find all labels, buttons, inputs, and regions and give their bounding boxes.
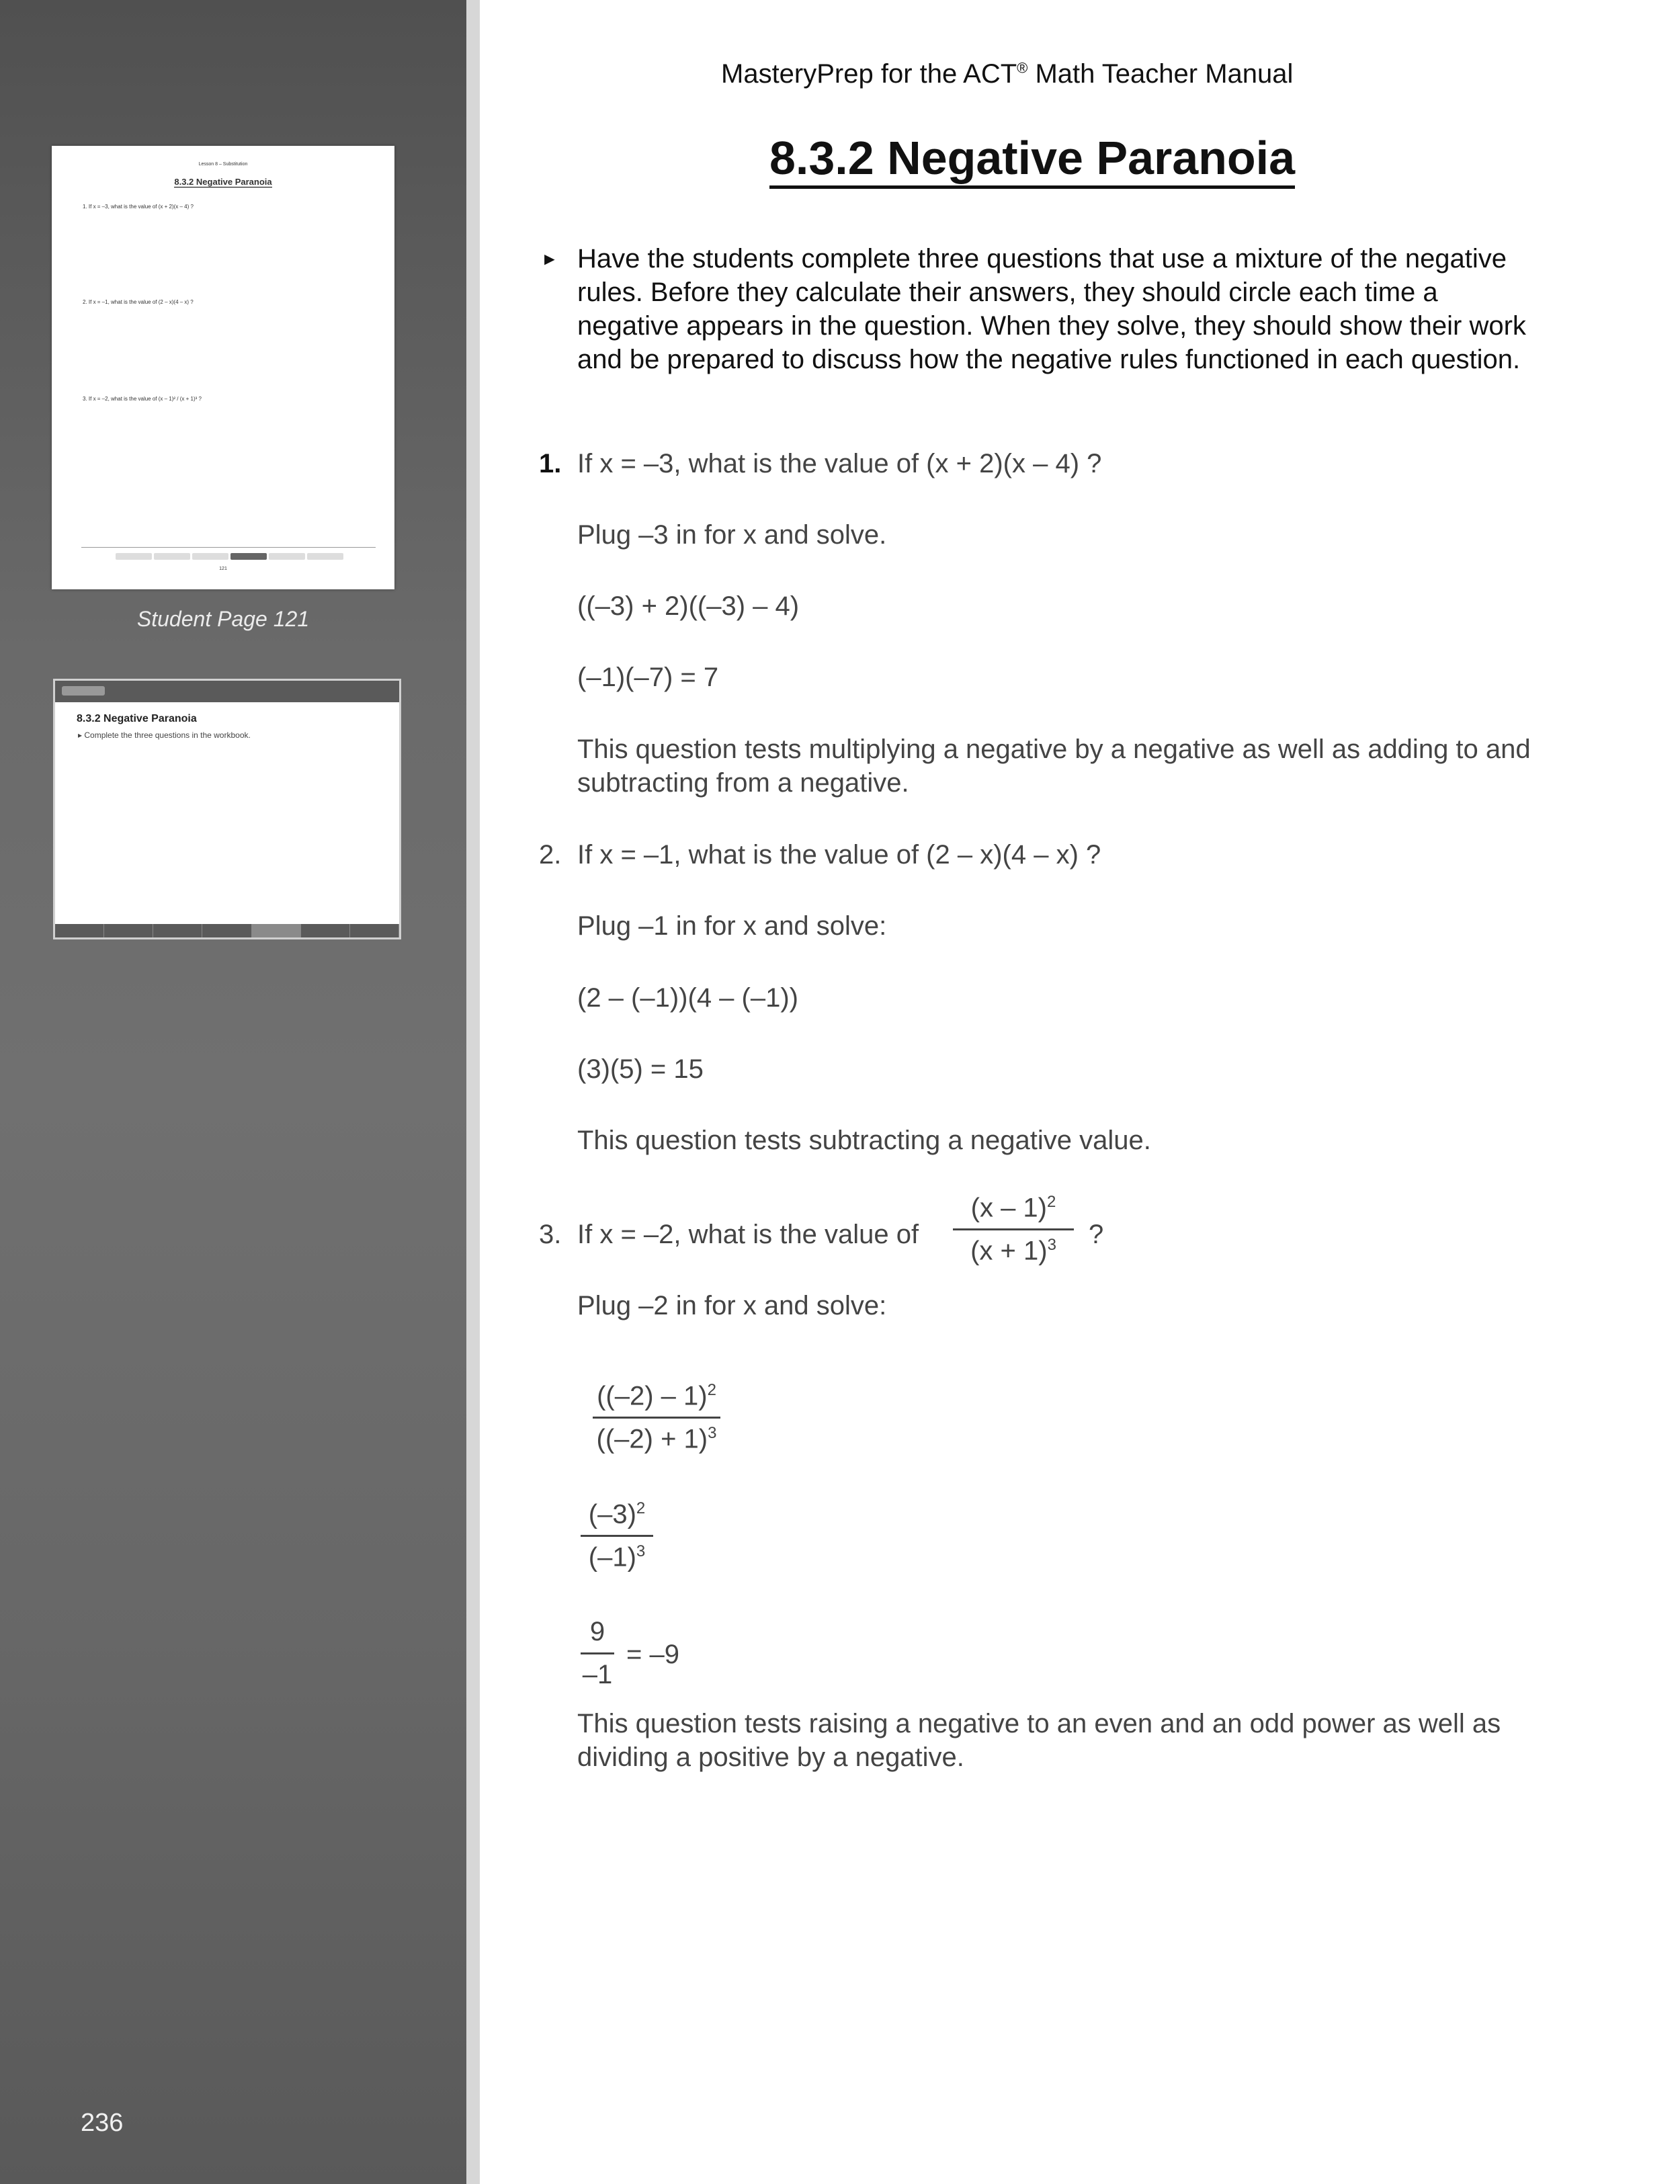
thumb-divider [81,547,376,548]
sidebar [0,0,466,2184]
question-3-step-1: ((–2) – 1)$^2$ $((-2) + 1)^3$ [593,1381,720,1455]
question-3-step-2: $(-3)^2$ $(-1)^3$ [581,1499,653,1573]
question-3-explanation: This question tests raising a negative to an even and an odd power as well as dividing a positive by a negative. [577,1709,1501,1772]
question-3-fraction-numerator: (x – 1)$^2$ [970,1193,1056,1223]
question-2-step-1: (2 – (–1))(4 – (–1)) [577,983,798,1013]
question-2-prompt: If x = –1, what is the value of (2 – x)(4 – x) ? [577,840,1101,870]
student-page-thumbnail [52,146,394,589]
question-2-explanation: This question tests subtracting a negative value. [577,1126,1151,1155]
thumb-question-1: 1. If x = –3, what is the value of (x + 2)(x – 4) ? [83,204,194,210]
question-2-instruction: Plug –1 in for x and solve: [577,911,887,941]
thumb-tabs [116,553,343,560]
question-3-number: 3. [539,1220,562,1249]
sidebar-edge [466,0,480,2184]
thumb-title: 8.3.2 Negative Paranoia [174,177,272,187]
slide-bullet: ▸ Complete the three questions in the workbook. [78,730,251,740]
question-3-step-3: 9 –1 [581,1617,614,1690]
question-1-prompt: If x = –3, what is the value of (x + 2)(x – 4) ? [577,449,1102,478]
question-3-fraction [953,1193,1074,1267]
question-2-step-2: (3)(5) = 15 [577,1054,704,1084]
thumb-lesson-label: Lesson 8 – Substitution [198,162,248,167]
page-title: 8.3.2 Negative Paranoia [769,134,1295,189]
question-3-prompt-end: ? [1089,1220,1104,1249]
thumb-question-2: 2. If x = –1, what is the value of (2 – x)(4 – x) ? [83,299,194,305]
question-1-instruction: Plug –3 in for x and solve. [577,520,887,550]
question-1-explanation: This question tests multiplying a negative by a negative as well as adding to and subtracting from a negative. [577,734,1531,798]
slide-header-bar [55,681,399,702]
slide-thumbnail [53,679,401,939]
bullet-arrow-icon: ► [541,249,558,269]
question-3-prompt: If x = –2, what is the value of [577,1220,919,1249]
thumb-question-3: 3. If x = –2, what is the value of (x – 1)² / (x + 1)³ ? [83,396,202,402]
intro-text: Have the students complete three questions that use a mixture of the negative rules. Before they calculate their answers, they should circle each time a negative appears in the question. When they solve, they should show their work and be prepared to discuss how the negative rules functioned in each question. [577,244,1526,374]
student-page-caption: Student Page 121 [136,607,310,631]
manual-header: MasteryPrep for the ACT® Math Teacher Manual [721,59,1294,89]
question-2-number: 2. [539,840,562,870]
slide-logo [62,686,105,696]
slide-title: 8.3.2 Negative Paranoia [77,713,197,724]
thumb-page-number: 121 [219,566,227,571]
page-number: 236 [81,2109,124,2137]
question-1-step-1: ((–3) + 2)((–3) – 4) [577,591,800,621]
question-3-result: = –9 [626,1640,679,1669]
question-3-instruction: Plug –2 in for x and solve: [577,1291,887,1320]
slide-nav-bar [55,924,399,937]
question-1-number: 1. [539,449,562,478]
question-3-fraction-denominator: $(x + 1)^3$ [970,1236,1056,1266]
question-1-step-2: (–1)(–7) = 7 [577,663,719,692]
